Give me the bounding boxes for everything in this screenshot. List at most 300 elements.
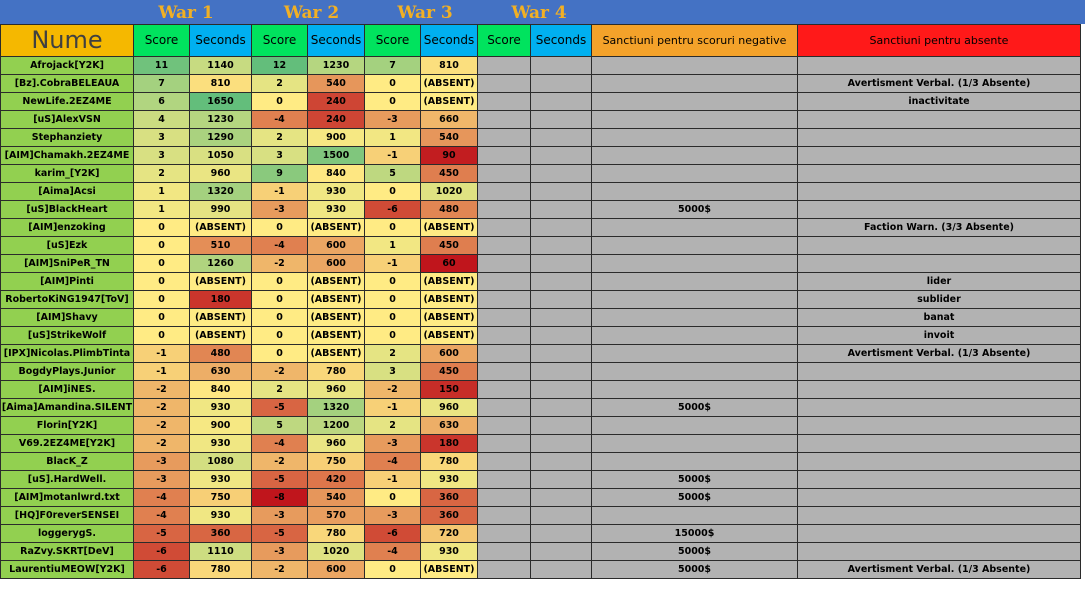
- player-name-cell[interactable]: [Bz].CobraBELEAUA: [1, 75, 134, 93]
- sanction-absent-cell[interactable]: Avertisment Verbal. (1/3 Absente): [798, 345, 1081, 363]
- w1-seconds-cell[interactable]: 630: [190, 363, 252, 381]
- w4-seconds-cell[interactable]: [531, 147, 592, 165]
- w4-score-cell[interactable]: [478, 489, 531, 507]
- w4-seconds-cell[interactable]: [531, 93, 592, 111]
- player-name-cell[interactable]: [AIM]enzoking: [1, 219, 134, 237]
- w3-score-cell[interactable]: 5: [365, 165, 421, 183]
- w1-score-cell[interactable]: 3: [134, 129, 190, 147]
- w2-score-cell[interactable]: 2: [252, 129, 308, 147]
- w2-seconds-cell[interactable]: 1500: [308, 147, 365, 165]
- w1-seconds-cell[interactable]: 840: [190, 381, 252, 399]
- w1-score-cell[interactable]: 4: [134, 111, 190, 129]
- sanction-negative-cell[interactable]: 5000$: [592, 489, 798, 507]
- w2-score-cell[interactable]: -4: [252, 111, 308, 129]
- header-w2-score[interactable]: Score: [252, 25, 308, 57]
- sanction-absent-cell[interactable]: [798, 471, 1081, 489]
- w1-score-cell[interactable]: -1: [134, 345, 190, 363]
- w3-score-cell[interactable]: -3: [365, 435, 421, 453]
- w1-score-cell[interactable]: 0: [134, 219, 190, 237]
- player-name-cell[interactable]: [AIM]SniPeR_TN: [1, 255, 134, 273]
- player-name-cell[interactable]: RobertoKiNG1947[ToV]: [1, 291, 134, 309]
- w4-seconds-cell[interactable]: [531, 57, 592, 75]
- w1-score-cell[interactable]: -2: [134, 435, 190, 453]
- player-name-cell[interactable]: [AIM]motanlwrd.txt: [1, 489, 134, 507]
- w3-score-cell[interactable]: 3: [365, 363, 421, 381]
- sanction-negative-cell[interactable]: [592, 381, 798, 399]
- player-name-cell[interactable]: Afrojack[Y2K]: [1, 57, 134, 75]
- w3-score-cell[interactable]: 0: [365, 219, 421, 237]
- sanction-negative-cell[interactable]: [592, 57, 798, 75]
- header-w2-seconds[interactable]: Seconds: [308, 25, 365, 57]
- w2-score-cell[interactable]: -2: [252, 363, 308, 381]
- w1-score-cell[interactable]: 1: [134, 183, 190, 201]
- w4-seconds-cell[interactable]: [531, 525, 592, 543]
- w1-seconds-cell[interactable]: 360: [190, 525, 252, 543]
- w1-score-cell[interactable]: -2: [134, 381, 190, 399]
- w1-seconds-cell[interactable]: 1290: [190, 129, 252, 147]
- w3-score-cell[interactable]: 0: [365, 327, 421, 345]
- w4-seconds-cell[interactable]: [531, 129, 592, 147]
- w2-score-cell[interactable]: 2: [252, 75, 308, 93]
- sanction-absent-cell[interactable]: [798, 183, 1081, 201]
- sanction-negative-cell[interactable]: [592, 291, 798, 309]
- w3-seconds-cell[interactable]: (ABSENT): [421, 93, 478, 111]
- w1-score-cell[interactable]: 3: [134, 147, 190, 165]
- w3-score-cell[interactable]: 0: [365, 291, 421, 309]
- w2-score-cell[interactable]: 0: [252, 327, 308, 345]
- w1-seconds-cell[interactable]: 930: [190, 399, 252, 417]
- header-w1-score[interactable]: Score: [134, 25, 190, 57]
- sanction-absent-cell[interactable]: [798, 201, 1081, 219]
- w2-seconds-cell[interactable]: (ABSENT): [308, 219, 365, 237]
- w3-seconds-cell[interactable]: 450: [421, 363, 478, 381]
- w4-score-cell[interactable]: [478, 291, 531, 309]
- w2-seconds-cell[interactable]: 240: [308, 93, 365, 111]
- w2-seconds-cell[interactable]: 930: [308, 201, 365, 219]
- w2-seconds-cell[interactable]: 780: [308, 525, 365, 543]
- w2-score-cell[interactable]: 0: [252, 291, 308, 309]
- w3-score-cell[interactable]: 0: [365, 561, 421, 579]
- w1-seconds-cell[interactable]: 930: [190, 435, 252, 453]
- w2-score-cell[interactable]: 9: [252, 165, 308, 183]
- w4-seconds-cell[interactable]: [531, 111, 592, 129]
- w1-score-cell[interactable]: -1: [134, 363, 190, 381]
- sanction-negative-cell[interactable]: 5000$: [592, 399, 798, 417]
- w2-score-cell[interactable]: -2: [252, 255, 308, 273]
- w2-seconds-cell[interactable]: 600: [308, 561, 365, 579]
- sanction-negative-cell[interactable]: [592, 363, 798, 381]
- sanction-negative-cell[interactable]: [592, 237, 798, 255]
- w1-seconds-cell[interactable]: 960: [190, 165, 252, 183]
- w2-seconds-cell[interactable]: 1020: [308, 543, 365, 561]
- player-name-cell[interactable]: [AIM]Chamakh.2EZ4ME: [1, 147, 134, 165]
- w4-score-cell[interactable]: [478, 75, 531, 93]
- w2-score-cell[interactable]: -2: [252, 561, 308, 579]
- sanction-negative-cell[interactable]: [592, 75, 798, 93]
- w1-seconds-cell[interactable]: 990: [190, 201, 252, 219]
- w3-score-cell[interactable]: 1: [365, 237, 421, 255]
- sanction-negative-cell[interactable]: [592, 417, 798, 435]
- w2-score-cell[interactable]: -5: [252, 525, 308, 543]
- player-name-cell[interactable]: [Aima]Acsi: [1, 183, 134, 201]
- w4-seconds-cell[interactable]: [531, 309, 592, 327]
- w1-score-cell[interactable]: -4: [134, 507, 190, 525]
- sanction-absent-cell[interactable]: [798, 255, 1081, 273]
- player-name-cell[interactable]: NewLife.2EZ4ME: [1, 93, 134, 111]
- sanction-negative-cell[interactable]: [592, 129, 798, 147]
- w4-score-cell[interactable]: [478, 201, 531, 219]
- w2-score-cell[interactable]: -4: [252, 435, 308, 453]
- w4-score-cell[interactable]: [478, 363, 531, 381]
- w2-score-cell[interactable]: -3: [252, 201, 308, 219]
- sanction-negative-cell[interactable]: 5000$: [592, 561, 798, 579]
- w3-seconds-cell[interactable]: 180: [421, 435, 478, 453]
- w2-score-cell[interactable]: 2: [252, 381, 308, 399]
- sanction-absent-cell[interactable]: [798, 435, 1081, 453]
- w2-seconds-cell[interactable]: 1230: [308, 57, 365, 75]
- w1-seconds-cell[interactable]: 810: [190, 75, 252, 93]
- w2-score-cell[interactable]: 5: [252, 417, 308, 435]
- header-w3-seconds[interactable]: Seconds: [421, 25, 478, 57]
- player-name-cell[interactable]: [IPX]Nicolas.PlimbTinta: [1, 345, 134, 363]
- w2-seconds-cell[interactable]: (ABSENT): [308, 327, 365, 345]
- player-name-cell[interactable]: [AIM]Pinti: [1, 273, 134, 291]
- w3-score-cell[interactable]: 1: [365, 129, 421, 147]
- sanction-absent-cell[interactable]: [798, 57, 1081, 75]
- w3-seconds-cell[interactable]: 540: [421, 129, 478, 147]
- w1-seconds-cell[interactable]: 1140: [190, 57, 252, 75]
- sanction-absent-cell[interactable]: [798, 525, 1081, 543]
- w3-seconds-cell[interactable]: (ABSENT): [421, 327, 478, 345]
- player-name-cell[interactable]: LaurentiuMEOW[Y2K]: [1, 561, 134, 579]
- w1-score-cell[interactable]: 0: [134, 255, 190, 273]
- w1-score-cell[interactable]: -6: [134, 543, 190, 561]
- player-name-cell[interactable]: V69.2EZ4ME[Y2K]: [1, 435, 134, 453]
- w3-seconds-cell[interactable]: 360: [421, 489, 478, 507]
- sanction-negative-cell[interactable]: [592, 273, 798, 291]
- sanction-absent-cell[interactable]: [798, 453, 1081, 471]
- w4-seconds-cell[interactable]: [531, 183, 592, 201]
- w1-seconds-cell[interactable]: 1230: [190, 111, 252, 129]
- w2-score-cell[interactable]: 0: [252, 219, 308, 237]
- w2-seconds-cell[interactable]: 600: [308, 255, 365, 273]
- w1-score-cell[interactable]: 0: [134, 237, 190, 255]
- w4-seconds-cell[interactable]: [531, 255, 592, 273]
- w4-score-cell[interactable]: [478, 525, 531, 543]
- w3-seconds-cell[interactable]: 90: [421, 147, 478, 165]
- w1-score-cell[interactable]: 1: [134, 201, 190, 219]
- w3-seconds-cell[interactable]: 630: [421, 417, 478, 435]
- w4-seconds-cell[interactable]: [531, 345, 592, 363]
- w3-seconds-cell[interactable]: 150: [421, 381, 478, 399]
- w2-score-cell[interactable]: -1: [252, 183, 308, 201]
- sanction-absent-cell[interactable]: [798, 543, 1081, 561]
- w1-score-cell[interactable]: 0: [134, 291, 190, 309]
- w2-seconds-cell[interactable]: 1320: [308, 399, 365, 417]
- sanction-negative-cell[interactable]: [592, 147, 798, 165]
- w3-seconds-cell[interactable]: (ABSENT): [421, 309, 478, 327]
- w1-seconds-cell[interactable]: 780: [190, 561, 252, 579]
- sanction-negative-cell[interactable]: [592, 435, 798, 453]
- w4-seconds-cell[interactable]: [531, 417, 592, 435]
- w2-seconds-cell[interactable]: 1200: [308, 417, 365, 435]
- sanction-negative-cell[interactable]: 5000$: [592, 543, 798, 561]
- w3-score-cell[interactable]: -3: [365, 507, 421, 525]
- w2-seconds-cell[interactable]: 930: [308, 183, 365, 201]
- w1-seconds-cell[interactable]: 510: [190, 237, 252, 255]
- sanction-negative-cell[interactable]: [592, 183, 798, 201]
- sanction-absent-cell[interactable]: [798, 165, 1081, 183]
- w4-score-cell[interactable]: [478, 399, 531, 417]
- w4-score-cell[interactable]: [478, 219, 531, 237]
- w2-seconds-cell[interactable]: (ABSENT): [308, 273, 365, 291]
- w3-score-cell[interactable]: 0: [365, 75, 421, 93]
- w3-score-cell[interactable]: -1: [365, 399, 421, 417]
- w4-seconds-cell[interactable]: [531, 435, 592, 453]
- w3-seconds-cell[interactable]: (ABSENT): [421, 561, 478, 579]
- w1-seconds-cell[interactable]: 1110: [190, 543, 252, 561]
- w1-score-cell[interactable]: 11: [134, 57, 190, 75]
- w4-seconds-cell[interactable]: [531, 363, 592, 381]
- w4-score-cell[interactable]: [478, 147, 531, 165]
- w3-score-cell[interactable]: -6: [365, 201, 421, 219]
- w2-seconds-cell[interactable]: 540: [308, 489, 365, 507]
- w4-seconds-cell[interactable]: [531, 507, 592, 525]
- w3-score-cell[interactable]: -4: [365, 453, 421, 471]
- header-w3-score[interactable]: Score: [365, 25, 421, 57]
- sanction-absent-cell[interactable]: [798, 417, 1081, 435]
- w4-score-cell[interactable]: [478, 417, 531, 435]
- w3-seconds-cell[interactable]: 60: [421, 255, 478, 273]
- sanction-negative-cell[interactable]: 5000$: [592, 201, 798, 219]
- w1-score-cell[interactable]: 2: [134, 165, 190, 183]
- w1-seconds-cell[interactable]: (ABSENT): [190, 273, 252, 291]
- w3-seconds-cell[interactable]: 450: [421, 237, 478, 255]
- w4-score-cell[interactable]: [478, 255, 531, 273]
- w4-seconds-cell[interactable]: [531, 201, 592, 219]
- w2-seconds-cell[interactable]: 780: [308, 363, 365, 381]
- sanction-negative-cell[interactable]: [592, 111, 798, 129]
- w1-seconds-cell[interactable]: 930: [190, 471, 252, 489]
- sanction-negative-cell[interactable]: [592, 93, 798, 111]
- w3-seconds-cell[interactable]: 1020: [421, 183, 478, 201]
- w2-seconds-cell[interactable]: 600: [308, 237, 365, 255]
- sanction-absent-cell[interactable]: lider: [798, 273, 1081, 291]
- sanction-absent-cell[interactable]: [798, 399, 1081, 417]
- w2-score-cell[interactable]: 0: [252, 273, 308, 291]
- w3-seconds-cell[interactable]: 960: [421, 399, 478, 417]
- sanction-absent-cell[interactable]: Avertisment Verbal. (1/3 Absente): [798, 75, 1081, 93]
- header-w1-seconds[interactable]: Seconds: [190, 25, 252, 57]
- sanction-absent-cell[interactable]: [798, 363, 1081, 381]
- w3-score-cell[interactable]: -1: [365, 471, 421, 489]
- w2-score-cell[interactable]: -2: [252, 453, 308, 471]
- w4-score-cell[interactable]: [478, 471, 531, 489]
- w2-seconds-cell[interactable]: (ABSENT): [308, 345, 365, 363]
- w4-score-cell[interactable]: [478, 57, 531, 75]
- sanction-negative-cell[interactable]: [592, 327, 798, 345]
- header-sanctions-absent[interactable]: Sanctiuni pentru absente: [798, 25, 1081, 57]
- w1-score-cell[interactable]: -5: [134, 525, 190, 543]
- sanction-absent-cell[interactable]: banat: [798, 309, 1081, 327]
- w2-seconds-cell[interactable]: 840: [308, 165, 365, 183]
- header-name[interactable]: Nume: [1, 25, 134, 57]
- w4-seconds-cell[interactable]: [531, 381, 592, 399]
- player-name-cell[interactable]: [uS]StrikeWolf: [1, 327, 134, 345]
- player-name-cell[interactable]: BogdyPlays.Junior: [1, 363, 134, 381]
- player-name-cell[interactable]: [Aima]Amandina.SILENT: [1, 399, 134, 417]
- player-name-cell[interactable]: loggerygS.: [1, 525, 134, 543]
- w1-score-cell[interactable]: -3: [134, 453, 190, 471]
- w1-score-cell[interactable]: 0: [134, 309, 190, 327]
- w3-score-cell[interactable]: 2: [365, 345, 421, 363]
- w4-seconds-cell[interactable]: [531, 291, 592, 309]
- w2-score-cell[interactable]: -3: [252, 507, 308, 525]
- sanction-negative-cell[interactable]: [592, 453, 798, 471]
- w3-score-cell[interactable]: -4: [365, 543, 421, 561]
- w2-score-cell[interactable]: 0: [252, 309, 308, 327]
- w4-score-cell[interactable]: [478, 543, 531, 561]
- w3-seconds-cell[interactable]: 810: [421, 57, 478, 75]
- w2-score-cell[interactable]: -4: [252, 237, 308, 255]
- w2-score-cell[interactable]: -8: [252, 489, 308, 507]
- sanction-negative-cell[interactable]: [592, 345, 798, 363]
- w3-score-cell[interactable]: -1: [365, 255, 421, 273]
- player-name-cell[interactable]: [uS]Ezk: [1, 237, 134, 255]
- w4-seconds-cell[interactable]: [531, 273, 592, 291]
- w1-score-cell[interactable]: -2: [134, 399, 190, 417]
- w3-score-cell[interactable]: 0: [365, 489, 421, 507]
- w3-seconds-cell[interactable]: 930: [421, 543, 478, 561]
- sanction-absent-cell[interactable]: [798, 381, 1081, 399]
- player-name-cell[interactable]: [uS].HardWell.: [1, 471, 134, 489]
- w4-seconds-cell[interactable]: [531, 75, 592, 93]
- w1-seconds-cell[interactable]: 1260: [190, 255, 252, 273]
- sanction-negative-cell[interactable]: [592, 219, 798, 237]
- w2-seconds-cell[interactable]: 960: [308, 435, 365, 453]
- w1-seconds-cell[interactable]: 930: [190, 507, 252, 525]
- w2-seconds-cell[interactable]: 420: [308, 471, 365, 489]
- w1-seconds-cell[interactable]: 1650: [190, 93, 252, 111]
- w2-score-cell[interactable]: -5: [252, 399, 308, 417]
- player-name-cell[interactable]: RaZvy.SKRT[DeV]: [1, 543, 134, 561]
- w4-score-cell[interactable]: [478, 273, 531, 291]
- w1-score-cell[interactable]: 0: [134, 273, 190, 291]
- w1-seconds-cell[interactable]: (ABSENT): [190, 327, 252, 345]
- w1-score-cell[interactable]: 7: [134, 75, 190, 93]
- w2-seconds-cell[interactable]: (ABSENT): [308, 291, 365, 309]
- w1-seconds-cell[interactable]: 480: [190, 345, 252, 363]
- w3-seconds-cell[interactable]: (ABSENT): [421, 273, 478, 291]
- w4-score-cell[interactable]: [478, 129, 531, 147]
- w2-score-cell[interactable]: 0: [252, 345, 308, 363]
- w4-seconds-cell[interactable]: [531, 237, 592, 255]
- w3-seconds-cell[interactable]: 660: [421, 111, 478, 129]
- header-sanctions-negative[interactable]: Sanctiuni pentru scoruri negative: [592, 25, 798, 57]
- w3-seconds-cell[interactable]: (ABSENT): [421, 219, 478, 237]
- player-name-cell[interactable]: [uS]BlackHeart: [1, 201, 134, 219]
- w4-score-cell[interactable]: [478, 435, 531, 453]
- w3-seconds-cell[interactable]: 780: [421, 453, 478, 471]
- w2-seconds-cell[interactable]: 540: [308, 75, 365, 93]
- sanction-absent-cell[interactable]: Avertisment Verbal. (1/3 Absente): [798, 561, 1081, 579]
- w4-seconds-cell[interactable]: [531, 453, 592, 471]
- w3-seconds-cell[interactable]: (ABSENT): [421, 75, 478, 93]
- w1-score-cell[interactable]: 0: [134, 327, 190, 345]
- w2-seconds-cell[interactable]: 240: [308, 111, 365, 129]
- w4-seconds-cell[interactable]: [531, 327, 592, 345]
- w4-score-cell[interactable]: [478, 507, 531, 525]
- sanction-negative-cell[interactable]: [592, 309, 798, 327]
- w2-score-cell[interactable]: 12: [252, 57, 308, 75]
- w3-score-cell[interactable]: -3: [365, 111, 421, 129]
- w4-score-cell[interactable]: [478, 237, 531, 255]
- w3-seconds-cell[interactable]: 600: [421, 345, 478, 363]
- w4-score-cell[interactable]: [478, 111, 531, 129]
- w3-score-cell[interactable]: 0: [365, 273, 421, 291]
- sanction-negative-cell[interactable]: 15000$: [592, 525, 798, 543]
- w3-seconds-cell[interactable]: 450: [421, 165, 478, 183]
- sanction-absent-cell[interactable]: [798, 507, 1081, 525]
- w4-score-cell[interactable]: [478, 561, 531, 579]
- sanction-negative-cell[interactable]: 5000$: [592, 471, 798, 489]
- w2-seconds-cell[interactable]: 750: [308, 453, 365, 471]
- sanction-absent-cell[interactable]: invoit: [798, 327, 1081, 345]
- w3-seconds-cell[interactable]: 930: [421, 471, 478, 489]
- w3-score-cell[interactable]: 2: [365, 417, 421, 435]
- w4-score-cell[interactable]: [478, 453, 531, 471]
- w1-score-cell[interactable]: -3: [134, 471, 190, 489]
- w1-seconds-cell[interactable]: (ABSENT): [190, 219, 252, 237]
- w4-score-cell[interactable]: [478, 183, 531, 201]
- w1-score-cell[interactable]: -4: [134, 489, 190, 507]
- w4-score-cell[interactable]: [478, 309, 531, 327]
- w3-score-cell[interactable]: 0: [365, 93, 421, 111]
- w1-seconds-cell[interactable]: 900: [190, 417, 252, 435]
- player-name-cell[interactable]: BlacK_Z: [1, 453, 134, 471]
- header-w4-score[interactable]: Score: [478, 25, 531, 57]
- w1-score-cell[interactable]: 6: [134, 93, 190, 111]
- w2-score-cell[interactable]: 3: [252, 147, 308, 165]
- w1-seconds-cell[interactable]: 180: [190, 291, 252, 309]
- w2-score-cell[interactable]: -5: [252, 471, 308, 489]
- w2-score-cell[interactable]: 0: [252, 93, 308, 111]
- w2-seconds-cell[interactable]: 570: [308, 507, 365, 525]
- sanction-absent-cell[interactable]: [798, 237, 1081, 255]
- w3-score-cell[interactable]: 0: [365, 183, 421, 201]
- w1-seconds-cell[interactable]: (ABSENT): [190, 309, 252, 327]
- w3-seconds-cell[interactable]: (ABSENT): [421, 291, 478, 309]
- w2-seconds-cell[interactable]: 960: [308, 381, 365, 399]
- sanction-negative-cell[interactable]: [592, 507, 798, 525]
- w1-seconds-cell[interactable]: 1320: [190, 183, 252, 201]
- w3-score-cell[interactable]: -2: [365, 381, 421, 399]
- w4-seconds-cell[interactable]: [531, 219, 592, 237]
- player-name-cell[interactable]: Stephanziety: [1, 129, 134, 147]
- sanction-absent-cell[interactable]: [798, 129, 1081, 147]
- w3-score-cell[interactable]: -1: [365, 147, 421, 165]
- w3-score-cell[interactable]: 0: [365, 309, 421, 327]
- w4-seconds-cell[interactable]: [531, 165, 592, 183]
- player-name-cell[interactable]: [AIM]Shavy: [1, 309, 134, 327]
- header-w4-seconds[interactable]: Seconds: [531, 25, 592, 57]
- w4-score-cell[interactable]: [478, 93, 531, 111]
- w1-seconds-cell[interactable]: 1050: [190, 147, 252, 165]
- w4-seconds-cell[interactable]: [531, 399, 592, 417]
- w3-score-cell[interactable]: -6: [365, 525, 421, 543]
- w1-score-cell[interactable]: -2: [134, 417, 190, 435]
- sanction-negative-cell[interactable]: [592, 165, 798, 183]
